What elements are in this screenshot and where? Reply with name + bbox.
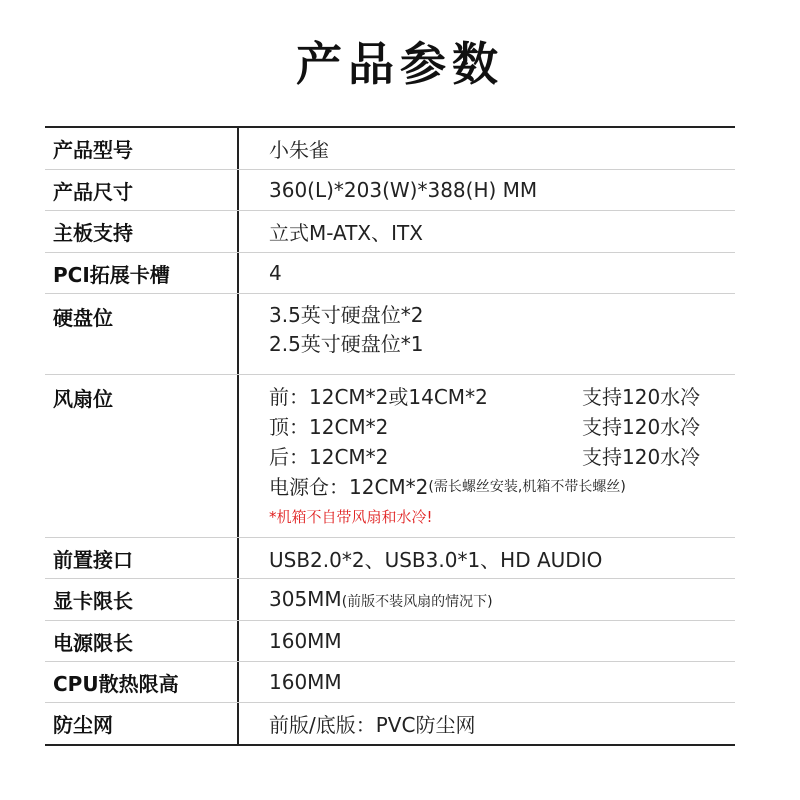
spec-value [239,170,735,210]
psu-value: 160MM [269,629,342,653]
table-row [45,252,735,293]
io-value: USB2.0*2、USB3.0*1、HD AUDIO [269,547,603,572]
fan-support: 支持120水冷 [582,445,701,469]
fan-line-rear [269,442,735,472]
pci-value: 4 [269,261,282,285]
table-row [45,661,735,702]
fan-position: 顶：12CM*2 [269,415,389,439]
spec-label: 防尘网 [45,703,239,744]
table-row [45,128,735,169]
table-row [45,210,735,252]
board-value: 立式M-ATX、ITX [269,221,423,245]
spec-label: 硬盘位 [45,294,239,374]
fan-position: 后：12CM*2 [269,445,389,469]
spec-value [239,538,735,578]
spec-value [239,375,735,537]
table-row [45,537,735,578]
spec-table [45,126,735,746]
dust-value: 前版/底版：PVC防尘网 [269,713,476,737]
fan-warning: *机箱不自带风扇和水冷! [269,508,433,526]
size-value: 360(L)*203(W)*388(H) MM [269,178,538,202]
table-row [45,620,735,661]
spec-label: 显卡限长 [45,579,239,620]
gpu-note: (前版不装风扇的情况下) [341,594,493,610]
hdd-line-35: 3.5英寸硬盘位*2 [269,303,424,327]
fan-line-psu [269,472,735,502]
spec-label: 电源限长 [45,621,239,661]
cpu-value: 160MM [269,670,342,694]
page-title: 产品参数 [296,37,504,91]
fan-psu-main: 电源仓：12CM*2 [269,475,429,499]
fan-support: 支持120水冷 [582,385,701,409]
table-row [45,374,735,537]
gpu-value: 305MM [269,587,342,611]
spec-label: PCI拓展卡槽 [45,253,239,293]
hdd-line-25: 2.5英寸硬盘位*1 [269,332,424,356]
spec-label: 前置接口 [45,538,239,578]
table-row [45,169,735,210]
table-row [45,293,735,374]
gpu-value-line [269,585,735,614]
spec-value [239,703,735,744]
spec-label: CPU散热限高 [45,662,239,702]
spec-value [239,128,735,169]
spec-value [239,621,735,661]
spec-value [239,294,735,374]
spec-label: 主板支持 [45,211,239,252]
table-row [45,702,735,744]
spec-label: 风扇位 [45,375,239,537]
fan-line-top [269,412,735,442]
spec-value [239,253,735,293]
model-value: 小朱雀 [269,138,329,162]
spec-value [239,211,735,252]
spec-label: 产品型号 [45,128,239,169]
table-row [45,578,735,620]
fan-line-front [269,382,735,412]
spec-value [239,662,735,702]
fan-psu-note: (需长螺丝安装,机箱不带长螺丝) [428,479,626,495]
spec-value [239,579,735,620]
fan-support: 支持120水冷 [582,415,701,439]
fan-position: 前：12CM*2或14CM*2 [269,385,488,409]
spec-label: 产品尺寸 [45,170,239,210]
